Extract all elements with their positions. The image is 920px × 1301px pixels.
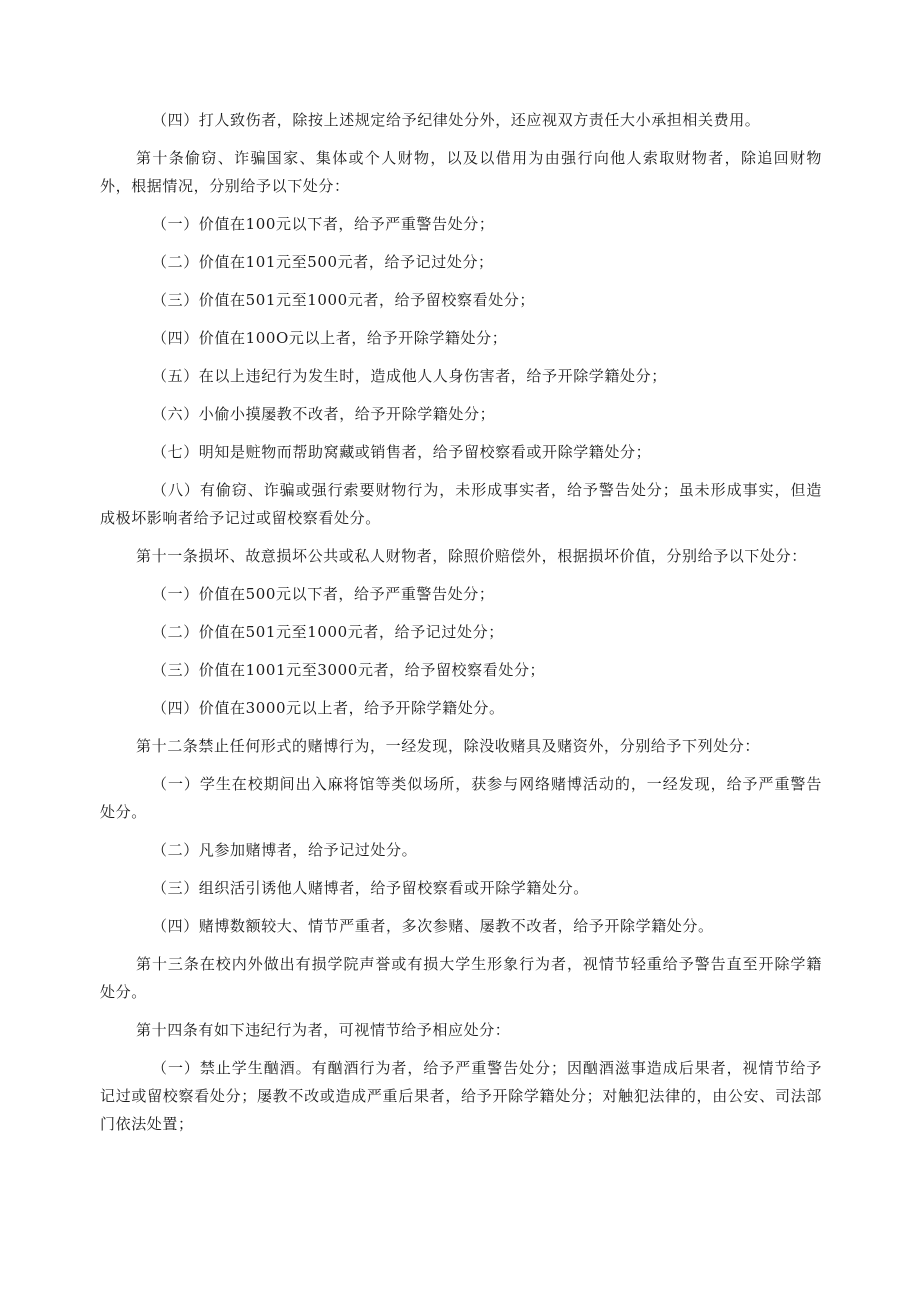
- clause-item: （三）价值在1001元至3000元者，给予留校察看处分；: [152, 661, 546, 679]
- clause-item: （七）明知是赃物而帮助窝藏或销售者，给予留校察看或开除学籍处分；: [152, 443, 652, 461]
- document-body: [100, 106, 822, 1148]
- article-paragraph: 第十二条禁止任何形式的赌博行为，一经发现，除没收赌具及赌资外，分别给予下列处分：: [136, 737, 761, 755]
- clause-item: （一）价值在500元以下者，给予严重警告处分；: [152, 585, 495, 603]
- article-paragraph: 第十四条有如下违纪行为者，可视情节给予相应处分：: [136, 1021, 511, 1039]
- clause-item: （八）有偷窃、诈骗或强行索要财物行为，未形成事实者，给予警告处分；虽未形成事实，但造成极坏影响者给予记过或留校察看处分。: [100, 481, 822, 527]
- clause-item: （五）在以上违纪行为发生时，造成他人人身伤害者，给予开除学籍处分；: [152, 367, 667, 385]
- clause-item: （三）价值在501元至1000元者，给予留校察看处分；: [152, 291, 536, 309]
- clause-item: （二）凡参加赌博者，给予记过处分。: [152, 841, 418, 859]
- clause-item: （一）学生在校期间出入麻将馆等类似场所，获参与网络赌博活动的，一经发现，给予严重警告处分。: [100, 775, 822, 821]
- clause-item: （一）禁止学生酗酒。有酗酒行为者，给予严重警告处分；因酗酒滋事造成后果者，视情节给予记过或留校察看处分；屡教不改或造成严重后果者，给予开除学籍处分；对触犯法律的，由公安、司法部门依法处置；: [100, 1059, 822, 1133]
- clause-item: （二）价值在101元至500元者，给予记过处分；: [152, 253, 494, 271]
- clause-item: （三）组织活引诱他人赌博者，给予留校察看或开除学籍处分。: [152, 879, 589, 897]
- clause-item: （一）价值在100元以下者，给予严重警告处分；: [152, 215, 495, 233]
- clause-item: （四）打人致伤者，除按上述规定给予纪律处分外，还应视双方责任大小承担相关费用。: [152, 111, 761, 129]
- article-paragraph: 第十一条损坏、故意损坏公共或私人财物者，除照价赔偿外，根据损坏价值，分别给予以下处分：: [136, 547, 807, 565]
- clause-item: （四）价值在100O元以上者，给予开除学籍处分；: [152, 329, 508, 347]
- article-paragraph: 第十条偷窃、诈骗国家、集体或个人财物，以及以借用为由强行向他人索取财物者，除追回财物外，根据情况，分别给予以下处分：: [100, 149, 822, 195]
- clause-item: （四）赌博数额较大、情节严重者，多次参赌、屡教不改者，给予开除学籍处分。: [152, 917, 714, 935]
- clause-item: （二）价值在501元至1000元者，给予记过处分；: [152, 623, 504, 641]
- clause-item: （四）价值在3000元以上者，给予开除学籍处分。: [152, 699, 505, 717]
- clause-item: （六）小偷小摸屡教不改者，给予开除学籍处分；: [152, 405, 496, 423]
- article-paragraph: 第十三条在校内外做出有损学院声誉或有损大学生形象行为者，视情节轻重给予警告直至开除学籍处分。: [100, 955, 822, 1001]
